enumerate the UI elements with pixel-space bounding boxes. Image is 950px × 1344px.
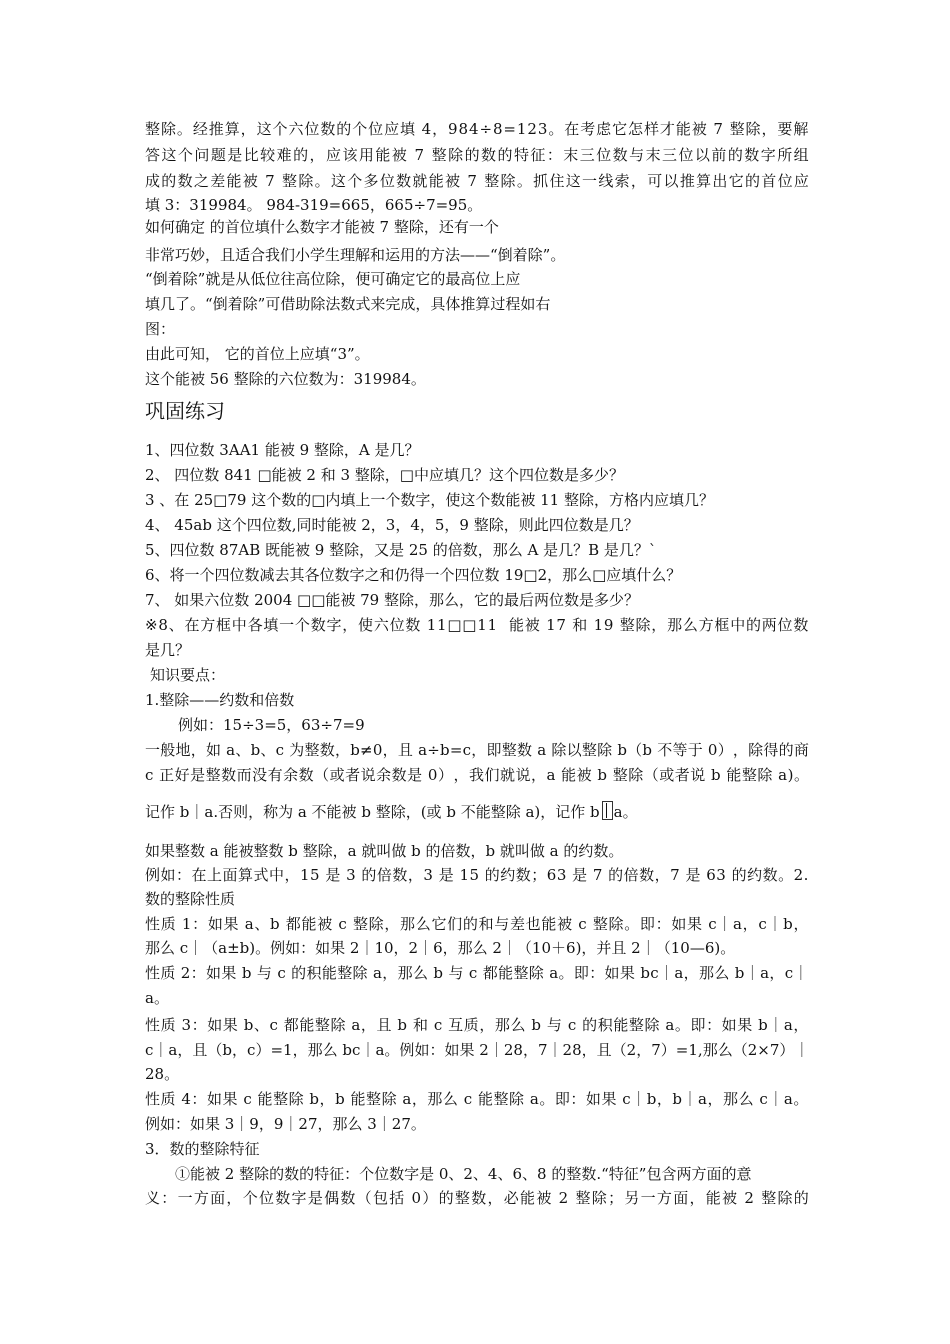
- exercise-item: 2、 四位数 841 □能被 2 和 3 整除，□中应填几？这个四位数是多少？: [145, 466, 624, 484]
- text-line: 这个能被 56 整除的六位数为：319984。: [145, 370, 426, 388]
- exercise-item: 4、 45ab 这个四位数,同时能被 2，3，4，5，9 整除，则此四位数是几？: [145, 516, 639, 534]
- text-line: 义 ： 一 方 面 ， 个 位 数 字 是 偶 数 （ 包 括 0 ） 的 整 数 ， 必 能 被 2 整 除 ； 另 一 方 面 ， 能 被 2 整 除 的: [145, 1189, 809, 1207]
- text-line: 28。: [145, 1065, 180, 1083]
- exercise-item: ※ 8 、 在 方 框 中 各 填 一 个 数 字 ， 使 六 位 数 1 1 □ □ 1 1 能 被 1 7 和 1 9 整 除 ， 那 么 方 框 中 的 两 位 数: [145, 616, 809, 634]
- notation-line: [145, 800, 809, 825]
- text-line: 填几了。“倒着除”可借助除法数式来完成，具体推算过程如右: [145, 295, 551, 313]
- text-line: 一 般 地 ， 如 a 、 b 、 c 为 整 数 ， b ≠ 0 ， 且 a ÷ b = c ， 即 整 数 a 除 以 整 除 b （ b 不 等 于 0 ） ， 除 得 的 商: [145, 741, 809, 759]
- text-line: 如何确定 的首位填什么数字才能被 7 整除，还有一个: [145, 218, 499, 236]
- exercise-item: 3 、在 25□79 这个数的□内填上一个数字，使这个数能被 11 整除，方格内应填几？: [145, 491, 714, 509]
- text-line: 填 3：319984。 984-319=665，665÷7=95。: [145, 196, 483, 214]
- text-line: 图：: [145, 320, 176, 338]
- notation-text-end: a。: [613, 803, 638, 821]
- text-line: 例如：如果 3｜9，9｜27，那么 3｜27。: [145, 1115, 426, 1133]
- text-line: 性 质 2 ： 如 果 b 与 c 的 积 能 整 除 a ， 那 么 b 与 c 都 能 整 除 a 。 即 ： 如 果 b c ｜ a ， 那 么 b ｜ a ， c ｜: [145, 964, 809, 982]
- text-line: 性 质 3 ： 如 果 b 、 c 都 能 整 除 a ， 且 b 和 c 互 质 ， 那 么 b 与 c 的 积 能 整 除 a 。 即 ： 如 果 b ｜ a ，: [145, 1016, 809, 1034]
- exercise-item: 7、 如果六位数 2004 □□能被 79 整除，那么，它的最后两位数是多少？: [145, 591, 639, 609]
- text-line: 由此可知， 它的首位上应填“3”。: [145, 345, 370, 363]
- text-line: c ｜ a ， 且 （ b ， c ） = 1 ， 那 么 b c ｜ a 。 例 如 ： 如 果 2 ｜ 2 8 ， 7 ｜ 2 8 ， 且 （ 2 ， 7 ） = 1 , 那 么 （ 2 × 7 ） ｜: [145, 1041, 810, 1059]
- text-line: 性 质 4 ： 如 果 c 能 整 除 b ， b 能 整 除 a ， 那 么 c 能 整 除 a 。 即 ： 如 果 c ｜ b ， b ｜ a ， 那 么 c ｜ a 。: [145, 1090, 809, 1108]
- exercise-item: 1、四位数 3AA1 能被 9 整除，A 是几？: [145, 441, 420, 459]
- subheading: 数的整除性质: [145, 890, 236, 908]
- text-line: 那么 c｜（a±b)。例如：如果 2｜10，2｜6，那么 2｜（10＋6)，并且 2｜（10—6)。: [145, 939, 736, 957]
- text-line: ①能被 2 整除的数的特征：个位数字是 0、2、4、6、8 的整数.“特征”包含两方面的意: [175, 1165, 752, 1183]
- subheading: 3．数的整除特征: [145, 1140, 260, 1158]
- text-line: 非常巧妙，且适合我们小学生理解和运用的方法——“倒着除”。: [145, 246, 566, 264]
- text-line: 例如：15÷3=5，63÷7=9: [178, 716, 365, 734]
- section-heading: 巩固练习: [145, 399, 225, 423]
- text-line: a。: [145, 989, 169, 1007]
- text-line: 成 的 数 之 差 能 被 7 整 除 。 这 个 多 位 数 就 能 被 7 整 除 。 抓 住 这 一 线 索 ， 可 以 推 算 出 它 的 首 位 应: [145, 172, 809, 190]
- subheading: 1.整除——约数和倍数: [145, 691, 295, 709]
- text-line: 性 质 1 ： 如 果 a 、 b 都 能 被 c 整 除 ， 那 么 它 们 的 和 与 差 也 能 被 c 整 除 。 即 ： 如 果 c ｜ a ， c ｜ b ，: [145, 915, 809, 933]
- text-line: 例 如 ： 在 上 面 算 式 中 ， 1 5 是 3 的 倍 数 ， 3 是 1 5 的 约 数 ； 6 3 是 7 的 倍 数 ， 7 是 6 3 的 约 数 。 2 .: [145, 866, 809, 884]
- text-line: 是几？: [145, 641, 191, 659]
- text-line: 答 这 个 问 题 是 比 较 难 的 ， 应 该 用 能 被 7 整 除 的 数 的 特 征 ： 末 三 位 数 与 末 三 位 以 前 的 数 字 所 组: [145, 146, 809, 164]
- text-line: 整 除 。 经 推 算 ， 这 个 六 位 数 的 个 位 应 填 4 ， 9 8 4 ÷ 8 = 1 2 3 。 在 考 虑 它 怎 样 才 能 被 7 整 除 ， 要 解: [145, 120, 809, 138]
- text-line: 如果整数 a 能被整数 b 整除，a 就叫做 b 的倍数，b 就叫做 a 的约数。: [145, 842, 624, 860]
- not-divides-symbol-icon: [602, 801, 613, 820]
- notation-text: 记作 b｜a.否则，称为 a 不能被 b 整除，(或 b 不能整除 a)，记作 b: [145, 803, 600, 821]
- text-line: c 正 好 是 整 数 而 没 有 余 数 （ 或 者 说 余 数 是 0 ） ， 我 们 就 说 ， a 能 被 b 整 除 （ 或 者 说 b 能 整 除 a ) 。: [145, 766, 809, 784]
- exercise-item: 6、将一个四位数减去其各位数字之和仍得一个四位数 19□2，那么□应填什么？: [145, 566, 682, 584]
- exercise-item: 5、四位数 87AB 既能被 9 整除，又是 25 的倍数，那么 A 是几？B 是几？`: [145, 541, 657, 559]
- text-line: “倒着除”就是从低位往高位除，便可确定它的最高位上应: [145, 270, 521, 288]
- knowledge-heading: 知识要点：: [150, 666, 226, 684]
